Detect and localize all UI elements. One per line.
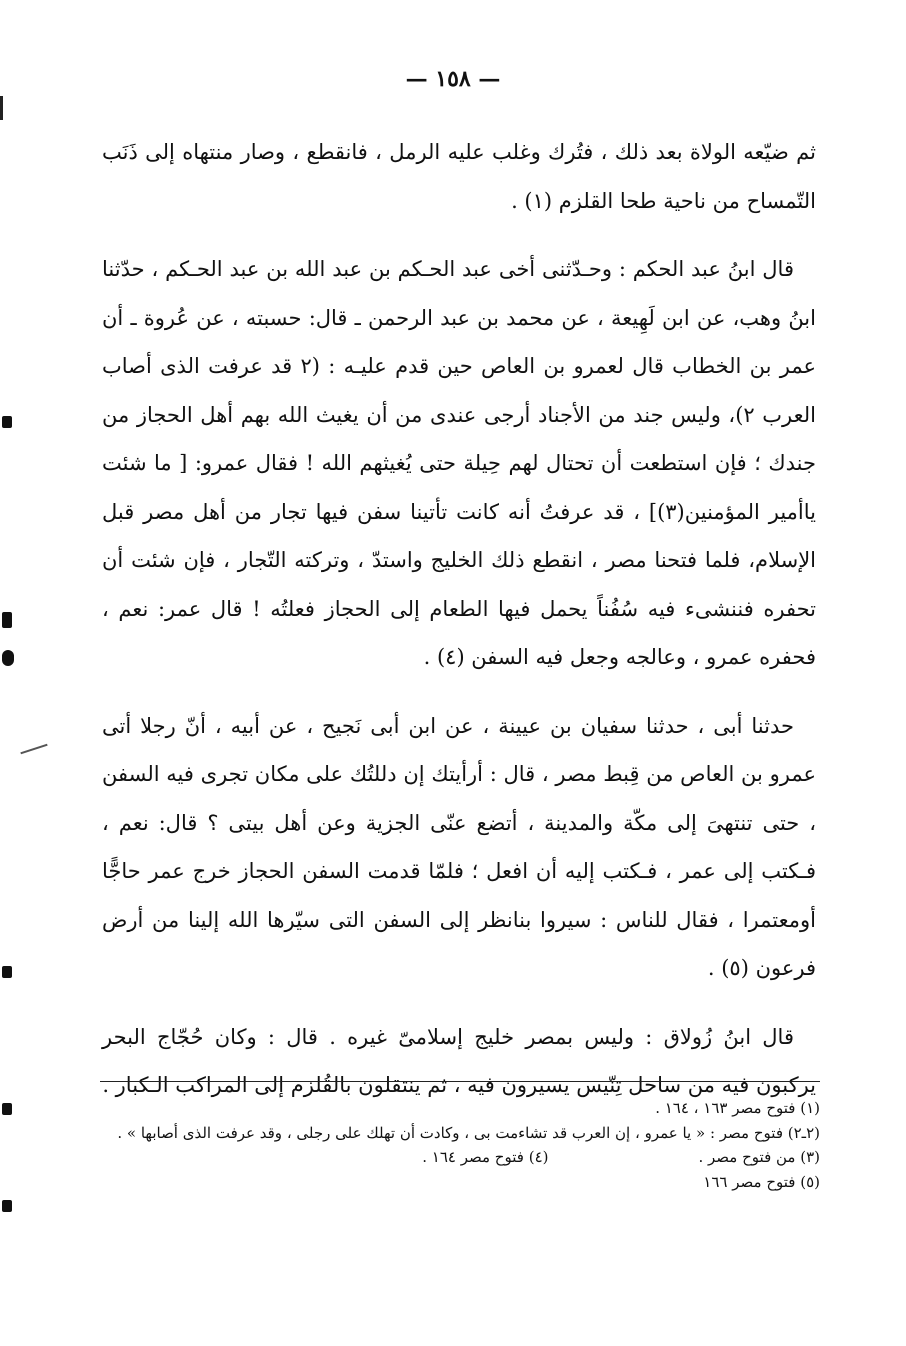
paragraph: ثم ضيّعه الولاة بعد ذلك ، فتُرك وغلب عليه الرمل ، فانقطع ، وصار منتهاه إلى ذَنَب التّمساح من ناحية طحا القلزم (١) . [102,140,816,213]
footnote: (٣) من فتوح مصر . [698,1148,820,1166]
margin-ink-mark [2,416,12,428]
footnote: (٢ـ٢) فتوح مصر : « يا عمرو ، إن العرب قد تشاءمت بى ، وكادت أن تهلك على رجلى ، وقد عرفت الذى أصابها » . [117,1123,820,1142]
margin-ink-mark [2,650,14,666]
footnote: (٥) فتوح مصر ١٦٦ [703,1172,820,1191]
paragraph: حدثنا أبى ، حدثنا سفيان بن عيينة ، عن ابن أبى نَجيح ، عن أبيه ، أنّ رجلا أتى عمرو بن العاص من قِبط مصر ، قال : أرأيتك إن دللتُك على مكان تجرى فيه السفن ، حتى تنتهىَ إلى مكّة والمدينة ، أتضع عنّى الجزية وعن أهل بيتى ؟ قال: نعم ، فـكتب إلى عمر ، فـكتب إليه أن افعل ؛ فلمّا قدمت السفن الحجاز خرج عمر حاجًّا أومعتمرا ، فقال للناس : سيروا بنانظر إلى السفن التى سيّرها الله إلينا من أرض فرعون (٥) . [102,713,816,980]
paragraph: قال ابنُ عبد الحكم : وحـدّثنى أخى عبد الحـكم بن عبد الله بن عبد الحـكم ، حدّثنا ابنُ وهب، عن ابن لَهِيعة ، عن محمد بن عبد الرحمن ـ قال: حسبته ، عن عُروة ـ أن عمر بن الخطاب قال لعمرو بن العاص حين قدم عليـه : (٢ قد عرفت الذى أصاب العرب ٢)، وليس جند من الأجناد أرجى عندى من أن يغيث الله بهم أهل الحجاز من جندك ؛ فإن استطعت أن تحتال لهم حِيلة حتى يُغيثهم الله ! فقال عمرو: [ ما شئت ياأمير المؤمنين(٣)] ، قد عرفتُ أنه كانت تأتينا سفن فيها تجار من أهل مصر قبل الإسلام، فلما فتحنا مصر ، انقطع ذلك الخليج واستدّ ، وتركته التّجار ، فإن شئت أن تحفره فننشىء فيه سُفُناً يحمل فيها الطعام إلى الحجاز فعلتُه ! قال عمر: نعم ، فحفره عمرو ، وعالجه وجعل فيه السفن (٤) . [102,257,816,669]
footnote-row [102,1145,820,1170]
margin-edge-mark [0,96,3,120]
footnotes [102,1096,820,1194]
footnote: (٤) فتوح مصر ١٦٤ . [422,1148,549,1166]
margin-ink-mark [2,612,12,628]
footnote-divider [100,1081,820,1082]
stray-pen-mark [20,744,47,755]
paragraph: قال ابنُ زُولاق : وليس بمصر خليج إسلامىّ غيره . قال : وكان حُجّاج البحر يركبون فيه من ساحل تِنّيس يسيرون فيه ، ثم ينتقلون بالقُلزم إلى المراكب الـكبار . [102,1024,816,1097]
page-number: — ١٥٨ — [405,66,501,92]
margin-ink-mark [2,1200,12,1212]
footnote: (١) فتوح مصر ١٦٣ ، ١٦٤ . [655,1099,820,1117]
main-text [102,128,816,1130]
margin-ink-mark [2,1103,12,1115]
margin-ink-mark [2,966,12,978]
